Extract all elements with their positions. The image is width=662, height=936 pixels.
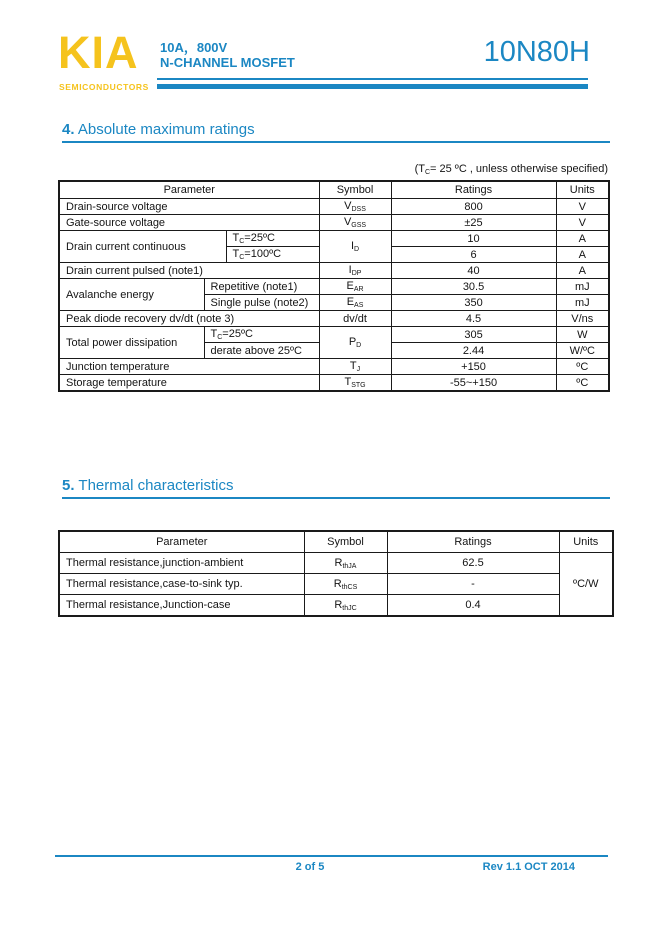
conditions-note-pre: (T bbox=[414, 163, 425, 175]
table-row bbox=[59, 595, 613, 617]
col-header-symbol: Symbol bbox=[304, 531, 387, 553]
table-header-row bbox=[59, 181, 609, 199]
rating-cell: -55~+150 bbox=[391, 375, 556, 392]
condition-cell: $T_C=25ºC$ bbox=[204, 327, 319, 343]
symbol-cell: $E_{AS}$ bbox=[319, 295, 391, 311]
rating-cell: 62.5 bbox=[387, 553, 559, 574]
section4-title-text: Absolute maximum ratings bbox=[74, 121, 255, 138]
unit-cell: A bbox=[556, 231, 609, 247]
table-row bbox=[59, 231, 609, 247]
symbol-cell: $T_{STG}$ bbox=[319, 375, 391, 392]
param-cell: Total power dissipation bbox=[59, 327, 204, 359]
condition-cell: Repetitive (note1) bbox=[204, 279, 319, 295]
param-cell: Drain current continuous bbox=[59, 231, 226, 263]
header-rule-thick bbox=[157, 84, 588, 89]
table-row bbox=[59, 327, 609, 343]
table-header-row bbox=[59, 531, 613, 553]
unit-cell: mJ bbox=[556, 295, 609, 311]
symbol-cell: $I_D$ bbox=[319, 231, 391, 263]
thermal-characteristics-table bbox=[58, 530, 614, 617]
footer-rule bbox=[55, 855, 608, 857]
unit-cell: mJ bbox=[556, 279, 609, 295]
rating-cell: 2.44 bbox=[391, 343, 556, 359]
symbol-cell: $R_{thCS}$ bbox=[304, 574, 387, 595]
brand-logo-subtext: SEMICONDUCTORS bbox=[59, 82, 149, 92]
table-row bbox=[59, 199, 609, 215]
product-type-text: N-CHANNEL MOSFET bbox=[160, 55, 295, 70]
symbol-cell: $E_{AR}$ bbox=[319, 279, 391, 295]
revision-text: Rev 1.1 OCT 2014 bbox=[482, 861, 575, 873]
section5-number: 5. bbox=[62, 477, 75, 494]
param-cell: Thermal resistance,case-to-sink typ. bbox=[59, 574, 304, 595]
unit-cell: V bbox=[556, 215, 609, 231]
rating-cell: 350 bbox=[391, 295, 556, 311]
param-cell: Avalanche energy bbox=[59, 279, 204, 311]
col-header-parameter: Parameter bbox=[59, 181, 319, 199]
symbol-cell: $I_{DP}$ bbox=[319, 263, 391, 279]
section4-title bbox=[62, 121, 255, 138]
conditions-note-post: = 25 ºC , unless otherwise specified) bbox=[430, 163, 608, 175]
product-rating-text: 10A，800V bbox=[160, 40, 228, 55]
rating-cell: 4.5 bbox=[391, 311, 556, 327]
rating-cell: 30.5 bbox=[391, 279, 556, 295]
rating-cell: 10 bbox=[391, 231, 556, 247]
rating-cell: - bbox=[387, 574, 559, 595]
col-header-units: Units bbox=[559, 531, 613, 553]
rating-cell: 0.4 bbox=[387, 595, 559, 617]
symbol-cell: $V_{DSS}$ bbox=[319, 199, 391, 215]
param-cell: Gate-source voltage bbox=[59, 215, 319, 231]
symbol-cell: $V_{GSS}$ bbox=[319, 215, 391, 231]
table-row bbox=[59, 375, 609, 392]
table-row bbox=[59, 311, 609, 327]
param-cell: Drain current pulsed (note1) bbox=[59, 263, 319, 279]
table-row bbox=[59, 553, 613, 574]
table-row bbox=[59, 263, 609, 279]
rating-cell: 305 bbox=[391, 327, 556, 343]
section5-title-text: Thermal characteristics bbox=[74, 477, 234, 494]
unit-cell: W bbox=[556, 327, 609, 343]
conditions-note bbox=[415, 163, 608, 176]
section4-number: 4. bbox=[62, 121, 75, 138]
symbol-cell: $R_{thJA}$ bbox=[304, 553, 387, 574]
table-row bbox=[59, 574, 613, 595]
unit-cell: ºC/W bbox=[559, 553, 613, 617]
param-cell: Thermal resistance,junction-ambient bbox=[59, 553, 304, 574]
rating-cell: 40 bbox=[391, 263, 556, 279]
rating-cell: 6 bbox=[391, 247, 556, 263]
section5-title bbox=[62, 477, 233, 494]
col-header-ratings: Ratings bbox=[387, 531, 559, 553]
param-cell: Peak diode recovery dv/dt (note 3) bbox=[59, 311, 319, 327]
abs-max-ratings-table bbox=[58, 180, 610, 392]
table-row bbox=[59, 359, 609, 375]
brand-logo: KIA bbox=[58, 27, 139, 78]
unit-cell: A bbox=[556, 247, 609, 263]
condition-cell: $T_C=25ºC$ bbox=[226, 231, 319, 247]
rating-cell: +150 bbox=[391, 359, 556, 375]
unit-cell: A bbox=[556, 263, 609, 279]
unit-cell: V bbox=[556, 199, 609, 215]
col-header-symbol: Symbol bbox=[319, 181, 391, 199]
param-cell: Storage temperature bbox=[59, 375, 319, 392]
section5-underline bbox=[62, 497, 610, 499]
rating-cell: ±25 bbox=[391, 215, 556, 231]
condition-cell: $T_C=100ºC$ bbox=[226, 247, 319, 263]
table-row bbox=[59, 279, 609, 295]
unit-cell: ºC bbox=[556, 359, 609, 375]
unit-cell: V/ns bbox=[556, 311, 609, 327]
col-header-units: Units bbox=[556, 181, 609, 199]
part-number: 10N80H bbox=[483, 36, 590, 68]
table-row bbox=[59, 215, 609, 231]
page-number: 2 of 5 bbox=[295, 861, 325, 873]
rating-cell: 800 bbox=[391, 199, 556, 215]
param-cell: Junction temperature bbox=[59, 359, 319, 375]
unit-cell: ºC bbox=[556, 375, 609, 392]
symbol-cell: dv/dt bbox=[319, 311, 391, 327]
symbol-cell: $P_D$ bbox=[319, 327, 391, 359]
condition-cell: Single pulse (note2) bbox=[204, 295, 319, 311]
condition-cell: derate above 25ºC bbox=[204, 343, 319, 359]
conditions-note-sub: C bbox=[424, 169, 431, 176]
col-header-parameter: Parameter bbox=[59, 531, 304, 553]
header-rule-thin bbox=[157, 78, 588, 80]
section4-underline bbox=[62, 141, 610, 143]
col-header-ratings: Ratings bbox=[391, 181, 556, 199]
unit-cell: W/ºC bbox=[556, 343, 609, 359]
param-cell: Thermal resistance,Junction-case bbox=[59, 595, 304, 617]
param-cell: Drain-source voltage bbox=[59, 199, 319, 215]
symbol-cell: $T_J$ bbox=[319, 359, 391, 375]
symbol-cell: $R_{thJC}$ bbox=[304, 595, 387, 617]
